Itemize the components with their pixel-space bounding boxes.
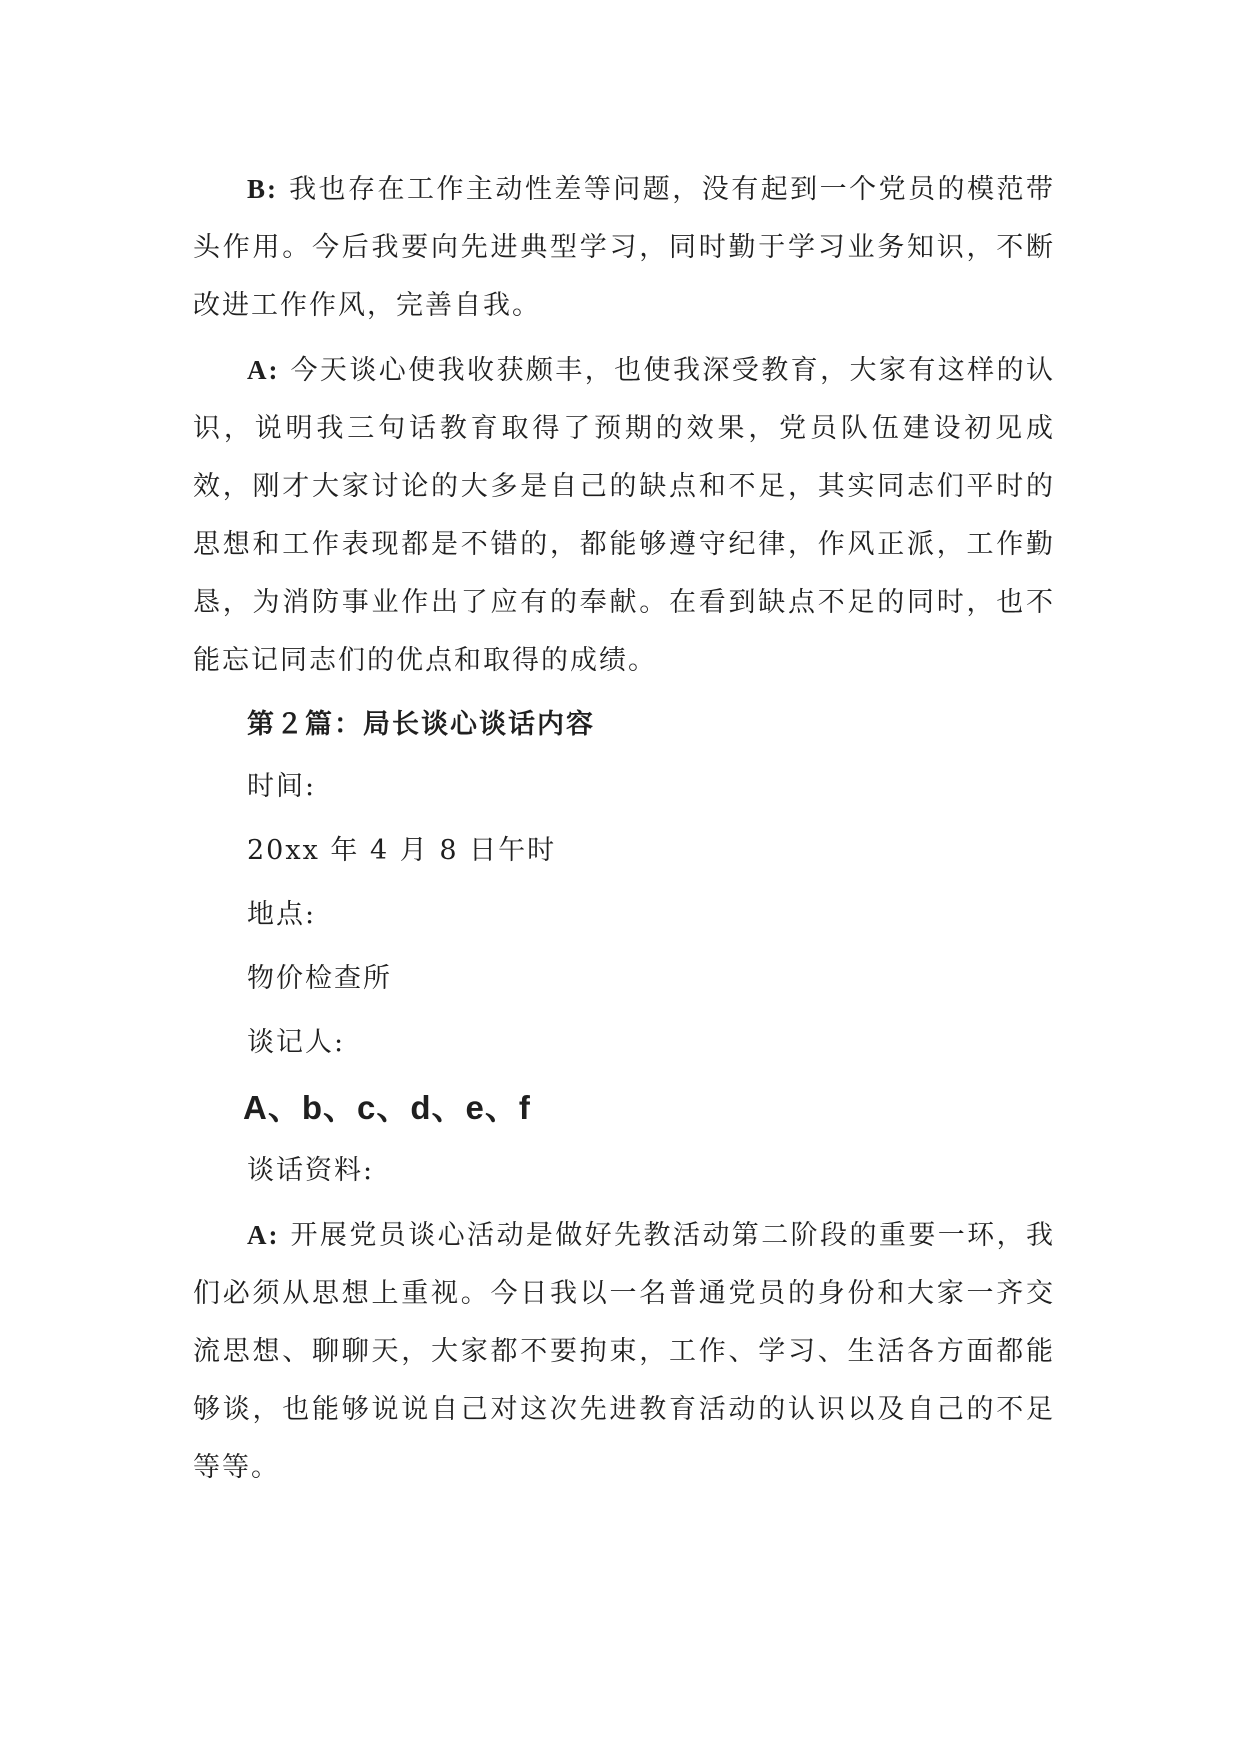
time-label: 时间:	[247, 771, 317, 802]
place-value: 物价检查所	[247, 963, 392, 994]
speaker-label: B:	[247, 174, 278, 204]
paragraph-text: 我也存在工作主动性差等问题，没有起到一个党员的模范带头作用。今后我要向先进典型学习，同时勤于学习业务知识，不断改进工作作风，完善自我。	[193, 174, 1055, 321]
speaker-label: A:	[247, 1220, 280, 1250]
time-value: 20xx 年 4 月 8 日午时	[247, 835, 557, 866]
dialogue-paragraph-a-opening	[193, 1206, 1055, 1497]
place-label: 地点:	[247, 899, 317, 930]
content-label: 谈话资料:	[247, 1155, 375, 1186]
dialogue-paragraph-a	[193, 341, 1055, 690]
dialogue-paragraph-b	[193, 160, 1055, 335]
section-heading: 第２篇：局长谈心谈话内容	[247, 709, 595, 740]
paragraph-text: 开展党员谈心活动是做好先教活动第二阶段的重要一环，我们必须从思想上重视。今日我以一名普通党员的身份和大家一齐交流思想、聊聊天，大家都不要拘束，工作、学习、生活各方面都能够谈，也能够说说自己对这次先进教育活动的认识以及自己的不足等等。	[193, 1220, 1056, 1483]
document-body	[193, 160, 1055, 1503]
paragraph-text: 今天谈心使我收获颇丰，也使我深受教育，大家有这样的认识，说明我三句话教育取得了预期的效果，党员队伍建设初见成效，刚才大家讨论的大多是自己的缺点和不足，其实同志们平时的思想和工作表现都是不错的，都能够遵守纪律，作风正派，工作勤恳，为消防事业作出了应有的奉献。在看到缺点不足的同时，也不能忘记同志们的优点和取得的成绩。	[193, 355, 1056, 676]
speaker-label: A:	[247, 355, 280, 385]
recorder-label: 谈记人:	[247, 1027, 346, 1058]
participants-list: A、b、c、d、e、f	[243, 1089, 531, 1126]
